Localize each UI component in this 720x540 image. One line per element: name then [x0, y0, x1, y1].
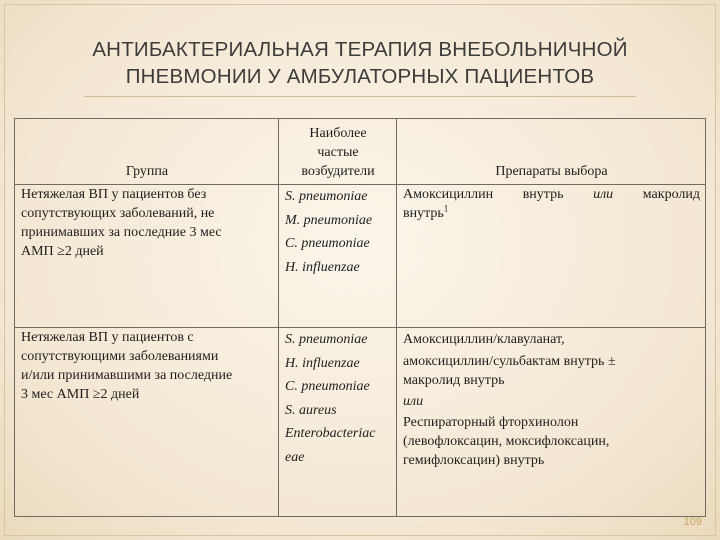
pathogen-item: S. aureus — [285, 402, 337, 418]
drug-word: внутрь — [522, 187, 564, 202]
cell-group — [15, 185, 279, 328]
therapy-table — [14, 118, 706, 517]
header-group-label: Группа — [125, 164, 169, 179]
pathogen-item: M. pneumoniae — [285, 212, 373, 228]
drug-line: Респираторный фторхинолон — [403, 415, 579, 430]
header-pathogens-line: частые — [317, 145, 359, 160]
cell-group — [15, 328, 279, 517]
drug-or: или — [593, 187, 614, 202]
slide-title — [20, 36, 700, 90]
group-line: 3 мес АМП ≥2 дней — [21, 387, 140, 402]
header-drugs — [397, 119, 706, 185]
header-pathogens — [279, 119, 397, 185]
title-line-2: ПНЕВМОНИИ У АМБУЛАТОРНЫХ ПАЦИЕНТОВ — [125, 65, 595, 88]
drug-line — [403, 204, 700, 223]
drug-word: макролид — [642, 187, 700, 202]
footnote-mark: 1 — [443, 203, 449, 214]
header-group — [15, 119, 279, 185]
cell-pathogens — [279, 328, 397, 517]
group-line: Нетяжелая ВП у пациентов с — [21, 330, 194, 345]
pathogen-item: Enterobacteriac — [285, 426, 376, 441]
drug-or: или — [403, 393, 424, 409]
cell-drugs — [397, 185, 706, 328]
group-line: принимавших за последние 3 мес — [21, 225, 222, 240]
title-divider — [84, 96, 636, 97]
drug-line — [403, 185, 700, 204]
group-line: Нетяжелая ВП у пациентов без — [21, 187, 207, 202]
group-line: и/или принимавшими за последние — [21, 368, 233, 383]
drug-word: Амоксициллин — [403, 187, 494, 202]
drug-line: Амоксициллин/клавуланат, — [403, 332, 565, 347]
group-line: АМП ≥2 дней — [21, 244, 104, 259]
pathogen-item: H. influenzae — [285, 355, 360, 371]
pathogen-item: C. pneumoniae — [285, 379, 370, 394]
table-header-row — [15, 119, 706, 185]
pathogen-item: H. influenzae — [285, 259, 360, 275]
cell-pathogens — [279, 185, 397, 328]
cell-drugs — [397, 328, 706, 517]
group-line: сопутствующими заболеваниями — [21, 349, 219, 364]
pathogen-item: C. pneumoniae — [285, 236, 370, 251]
header-drugs-label: Препараты выбора — [495, 164, 608, 179]
table-row — [15, 328, 706, 517]
drug-line: (левофлоксацин, моксифлоксацин, — [403, 434, 610, 449]
drug-word: внутрь — [403, 206, 444, 221]
title-line-1: АНТИБАКТЕРИАЛЬНАЯ ТЕРАПИЯ ВНЕБОЛЬНИЧНОЙ — [92, 38, 628, 61]
header-pathogens-line: возбудители — [301, 164, 375, 179]
drug-line: гемифлоксацин) внутрь — [403, 453, 545, 468]
table-row — [15, 185, 706, 328]
page-number: 109 — [683, 516, 702, 528]
pathogen-item: S. pneumoniae — [285, 189, 368, 204]
pathogen-item: eae — [285, 449, 305, 465]
drug-line: макролид внутрь — [403, 372, 505, 388]
group-line: сопутствующих заболеваний, не — [21, 206, 215, 221]
drug-line: амоксициллин/сульбактам внутрь ± — [403, 353, 616, 369]
pathogen-item: S. pneumoniae — [285, 332, 368, 347]
header-pathogens-line: Наиболее — [309, 126, 367, 141]
